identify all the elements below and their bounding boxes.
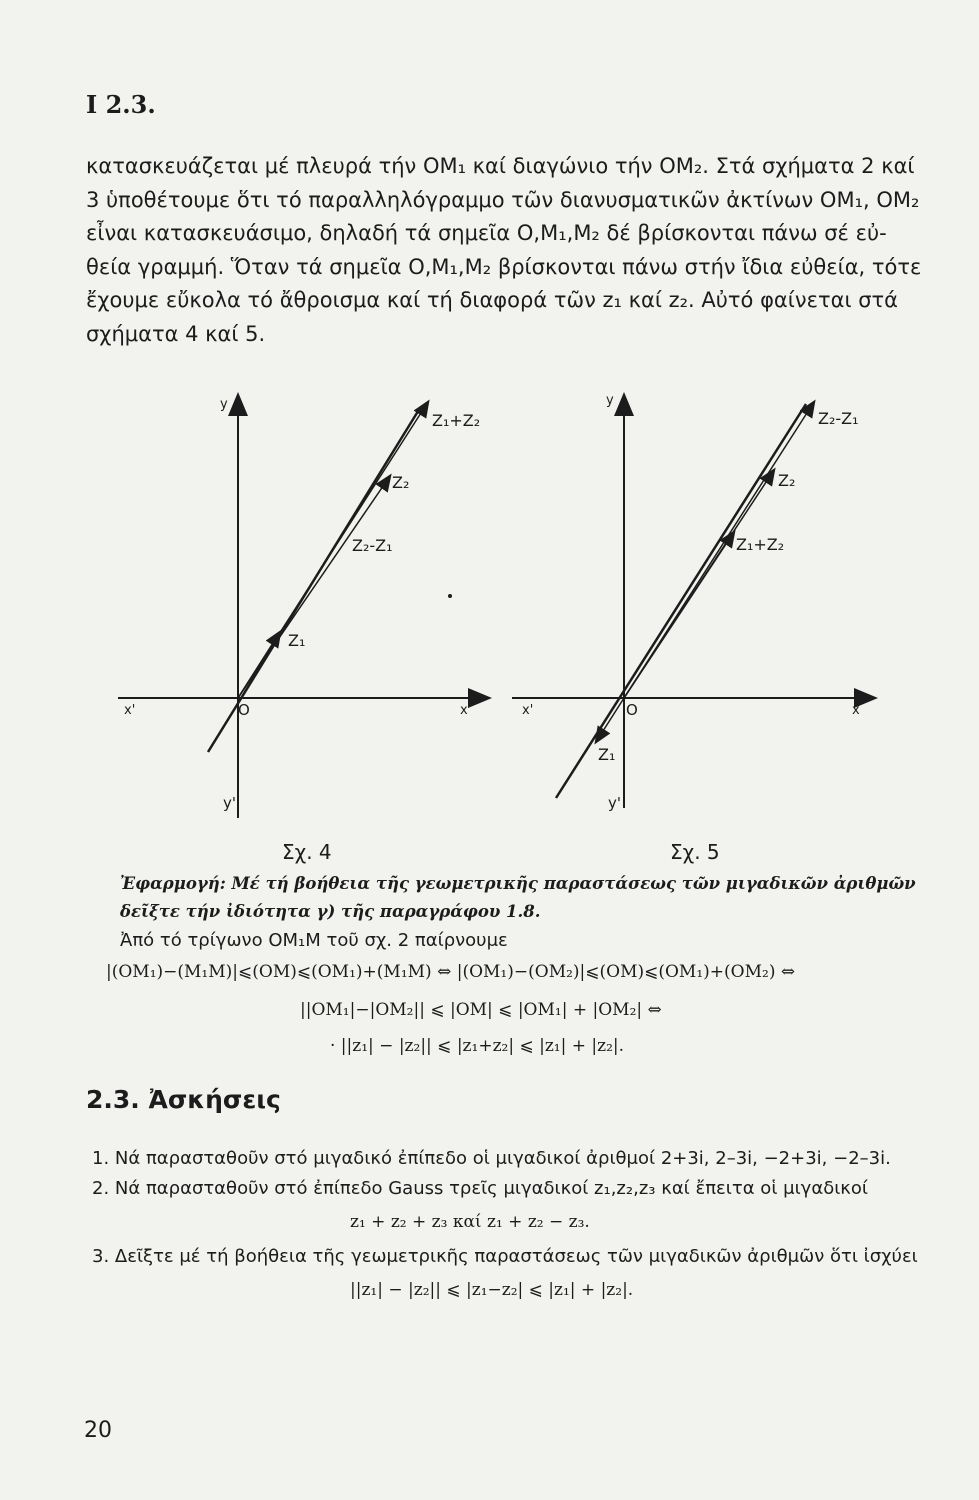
exercise-1: 1. Νά παρασταθοῦν στό μιγαδικό ἐπίπεδο οἱ μιγαδικοί ἀριθμοί 2+3i, 2–3i, −2+3i, −2–3i. — [92, 1148, 891, 1169]
label-y-neg: y' — [608, 794, 622, 812]
intro-paragraph — [86, 150, 926, 351]
exercises-heading: 2.3. Ἀσκήσεις — [86, 1085, 281, 1114]
figure-5 — [500, 380, 890, 830]
label-y-neg: y' — [223, 794, 237, 812]
exercise-2-formula: z₁ + z₂ + z₃ καί z₁ + z₂ − z₃. — [350, 1212, 590, 1232]
label-origin: O — [626, 701, 638, 719]
label-diff: Z₂-Z₁ — [818, 409, 859, 428]
intro-line: εἶναι κατασκευάσιμο, δηλαδή τά σημεῖα O,M₁,M₂ δέ βρίσκονται πάνω σέ εὐ- — [86, 221, 887, 245]
label-z1: Z₁ — [288, 631, 306, 650]
vector-sum — [624, 532, 734, 698]
exercise-3: 3. Δεῖξτε μέ τή βοήθεια τῆς γεωμετρικῆς παραστάσεως τῶν μιγαδικῶν ἀριθμῶν ὅτι ἰσχύει — [92, 1246, 918, 1267]
from-triangle-text: Ἀπό τό τρίγωνο OM₁M τοῦ σχ. 2 παίρνουμε — [120, 930, 508, 951]
intro-line: 3 ὑποθέτουμε ὅτι τό παραλληλόγραμμο τῶν διανυσματικῶν ἀκτίνων OM₁, OM₂ — [86, 187, 920, 212]
intro-line: σχήματα 4 καί 5. — [86, 321, 266, 346]
figure-4-caption: Σχ. 4 — [282, 840, 332, 864]
application-statement: Ἐφαρμογή: Μέ τή βοήθεια τῆς γεωμετρικῆς παραστάσεως τῶν μιγαδικῶν ἀριθμῶν δεῖξτε τήν ἰδιότητα γ) τῆς παραγράφου 1.8. — [120, 874, 916, 921]
section-header: I 2.3. — [86, 90, 156, 119]
label-z2: Z₂ — [778, 471, 796, 490]
label-diff: Z₂-Z₁ — [352, 536, 393, 555]
line-through-origin — [556, 404, 806, 798]
intro-line: κατασκευάζεται μέ πλευρά τήν OM₁ καί διαγώνιο τήν OM₂. Στά σχήματα 2 καί — [86, 154, 915, 178]
vector-z1 — [596, 698, 624, 742]
figure-4 — [110, 380, 500, 830]
label-y: y — [606, 393, 614, 408]
page-number: 20 — [84, 1418, 112, 1443]
exercise-2: 2. Νά παρασταθοῦν στό ἐπίπεδο Gauss τρεῖς μιγαδικοί z₁,z₂,z₃ καί ἔπειτα οἱ μιγαδικοί — [92, 1178, 869, 1199]
intro-line: θεία γραμμή. Ὅταν τά σημεῖα O,M₁,M₂ βρίσκονται πάνω στήν ἴδια εὐθεία, τότε — [86, 254, 922, 279]
label-origin: O — [238, 701, 250, 719]
formula-line-3: · ||z₁| − |z₂|| ⩽ |z₁+z₂| ⩽ |z₁| + |z₂|. — [330, 1036, 625, 1056]
label-x: x — [852, 703, 860, 718]
vector-z1 — [238, 632, 280, 698]
label-z1: Z₁ — [598, 745, 616, 764]
label-sum: Z₁+Z₂ — [736, 535, 785, 554]
label-sum: Z₁+Z₂ — [432, 411, 481, 430]
label-x: x — [460, 703, 468, 718]
exercise-3-formula: ||z₁| − |z₂|| ⩽ |z₁−z₂| ⩽ |z₁| + |z₂|. — [350, 1280, 634, 1300]
label-z2: Z₂ — [392, 473, 410, 492]
figure-5-caption: Σχ. 5 — [670, 840, 720, 864]
vector-z2 — [238, 476, 390, 698]
stray-dot — [448, 594, 452, 598]
label-x-neg: x' — [522, 703, 534, 718]
label-x-neg: x' — [124, 703, 136, 718]
formula-line-1: |(OM₁)−(M₁M)|⩽(OM)⩽(OM₁)+(M₁M) ⇔ |(OM₁)−(OM₂)|⩽(OM)⩽(OM₁)+(OM₂) ⇔ — [106, 962, 796, 982]
label-y: y — [220, 397, 228, 412]
intro-line: ἔχουμε εὔκολα τό ἄθροισμα καί τή διαφορά τῶν z₁ καί z₂. Αὐτό φαίνεται στά — [86, 288, 899, 312]
formula-line-2: ||OM₁|−|OM₂|| ⩽ |OM| ⩽ |OM₁| + |OM₂| ⇔ — [300, 1000, 662, 1020]
